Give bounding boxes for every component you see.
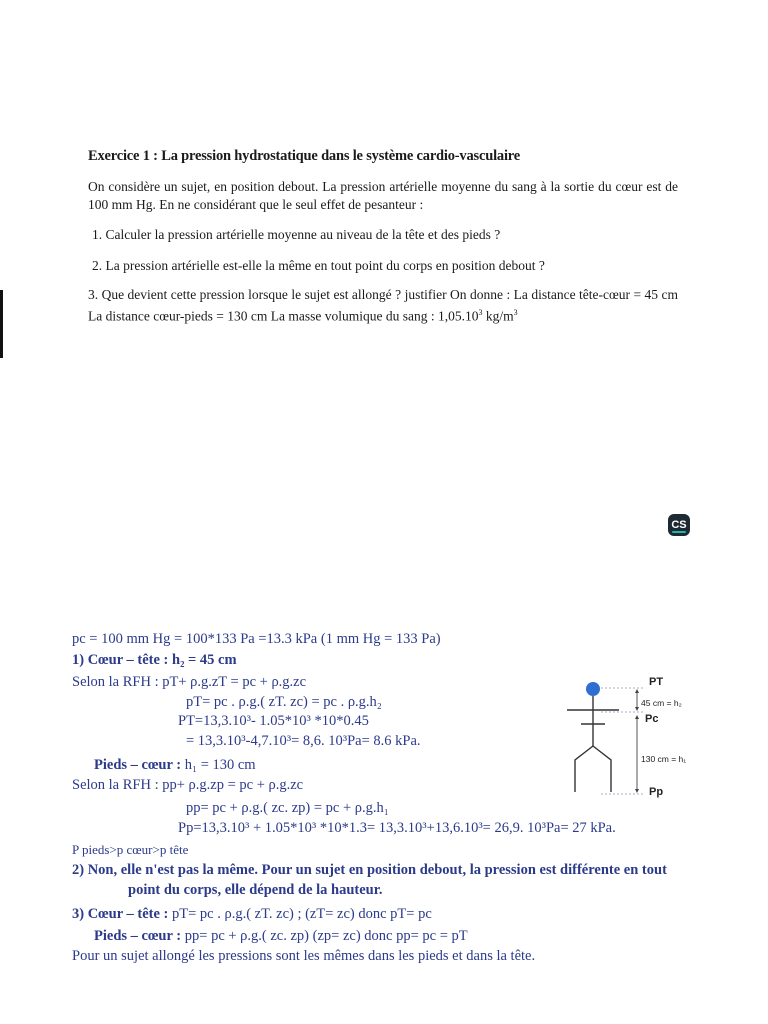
camscanner-logo-text: CS [671,519,687,531]
question-2: 2. La pression artérielle est-elle la même en tout point du corps en position debout ? [92,258,545,273]
solution-line-pp-formula: pp= pc + ρ.g.( zc. zp) = pc + ρ.g.h₁ [186,800,389,816]
question-1: 1. Calculer la pression artérielle moyenne au niveau de la tête et des pieds ? [92,227,501,242]
solution-line-pt-formula: pT= pc . ρ.g.( zT. zc) = pc . ρ.g.h₂ [186,694,382,710]
solution-conclusion: Pour un sujet allongé les pressions sont les mêmes dans les pieds et dans la tête. [72,948,536,964]
answer-3-pieds-heading: Pieds – cœur : [94,928,182,944]
solution-line-comparison: P pieds>p cœur>p tête [72,842,189,857]
head-icon [586,682,600,696]
answer-3-heading: 3) Cœur – tête : [72,906,169,922]
coeur-tete-heading: 1) Cœur – tête : [72,652,169,668]
label-pp: Pp [649,786,664,798]
solution-answer-3-pieds [94,928,468,945]
scan-edge-bar [0,290,3,358]
answer-3-pieds-text: pp= pc + ρ.g.( zc. zp) (zp= zc) donc pp= pc = pT [181,928,468,944]
label-pc: Pc [645,713,659,725]
solution-line-rfh-tete: Selon la RFH : pT+ ρ.g.zT = pc + ρ.g.zc [72,674,307,690]
label-h1: 130 cm = h₁ [641,754,687,764]
solution-answer-3-tete [72,906,432,923]
solution-line-pt-numeric: PT=13,3.10³- 1.05*10³ *10*0.45 [178,713,369,729]
question-3-text: 3. Que devient cette pression lorsque le sujet est allongé ? justifier On donne : La distance tête-cœur = 45 cm La distance cœur-pieds = 130 cm La masse volumique du sang : 1,05.10 [88,287,678,324]
standing-subject-figure [565,672,715,802]
answer-3-tete-text: pT= pc . ρ.g.( zT. zc) ; (zT= zc) donc pT= pc [168,906,432,922]
solution-answer-2-cont: point du corps, elle dépend de la hauteur. [128,882,383,898]
solution-line-pieds-coeur [94,757,256,774]
solution-line-coeur-tete [72,652,237,669]
exercise-title: Exercice 1 : La pression hydrostatique dans le système cardio-vasculaire [88,148,520,164]
stick-figure-diagram [565,672,715,802]
question-3 [88,286,678,326]
solution-line-pp-result: Pp=13,3.10³ + 1.05*10³ *10*1.3= 13,3.10³+13,6.10³= 26,9. 10³Pa= 27 kPa. [178,820,616,836]
solution-answer-2: 2) Non, elle n'est pas la même. Pour un sujet en position debout, la pression est différente en tout [72,862,667,878]
exercise-intro: On considère un sujet, en position debout. La pression artérielle moyenne du sang à la sortie du cœur est de 100 mm Hg. En ne considérant que le seul effet de pesanteur : [88,179,678,212]
solution-line-rfh-pieds: Selon la RFH : pp+ ρ.g.zp = pc + ρ.g.zc [72,777,304,793]
label-pt: PT [649,676,664,688]
coeur-tete-h2: h₂ = 45 cm [168,652,237,668]
camscanner-logo [668,514,690,536]
solution-line-pc: pc = 100 mm Hg = 100*133 Pa =13.3 kPa (1 mm Hg = 133 Pa) [72,631,441,647]
pieds-coeur-h1: h₁ = 130 cm [181,757,256,773]
question-3-exponent: 3 [478,308,483,317]
question-3-unit: kg/m [482,308,514,324]
pieds-coeur-heading: Pieds – cœur : [94,757,182,773]
solution-line-pt-result: = 13,3.10³-4,7.10³= 8,6. 10³Pa= 8.6 kPa. [186,733,421,749]
label-h2: 45 cm = h₂ [641,698,682,708]
question-3-unit-exponent: 3 [513,308,518,317]
